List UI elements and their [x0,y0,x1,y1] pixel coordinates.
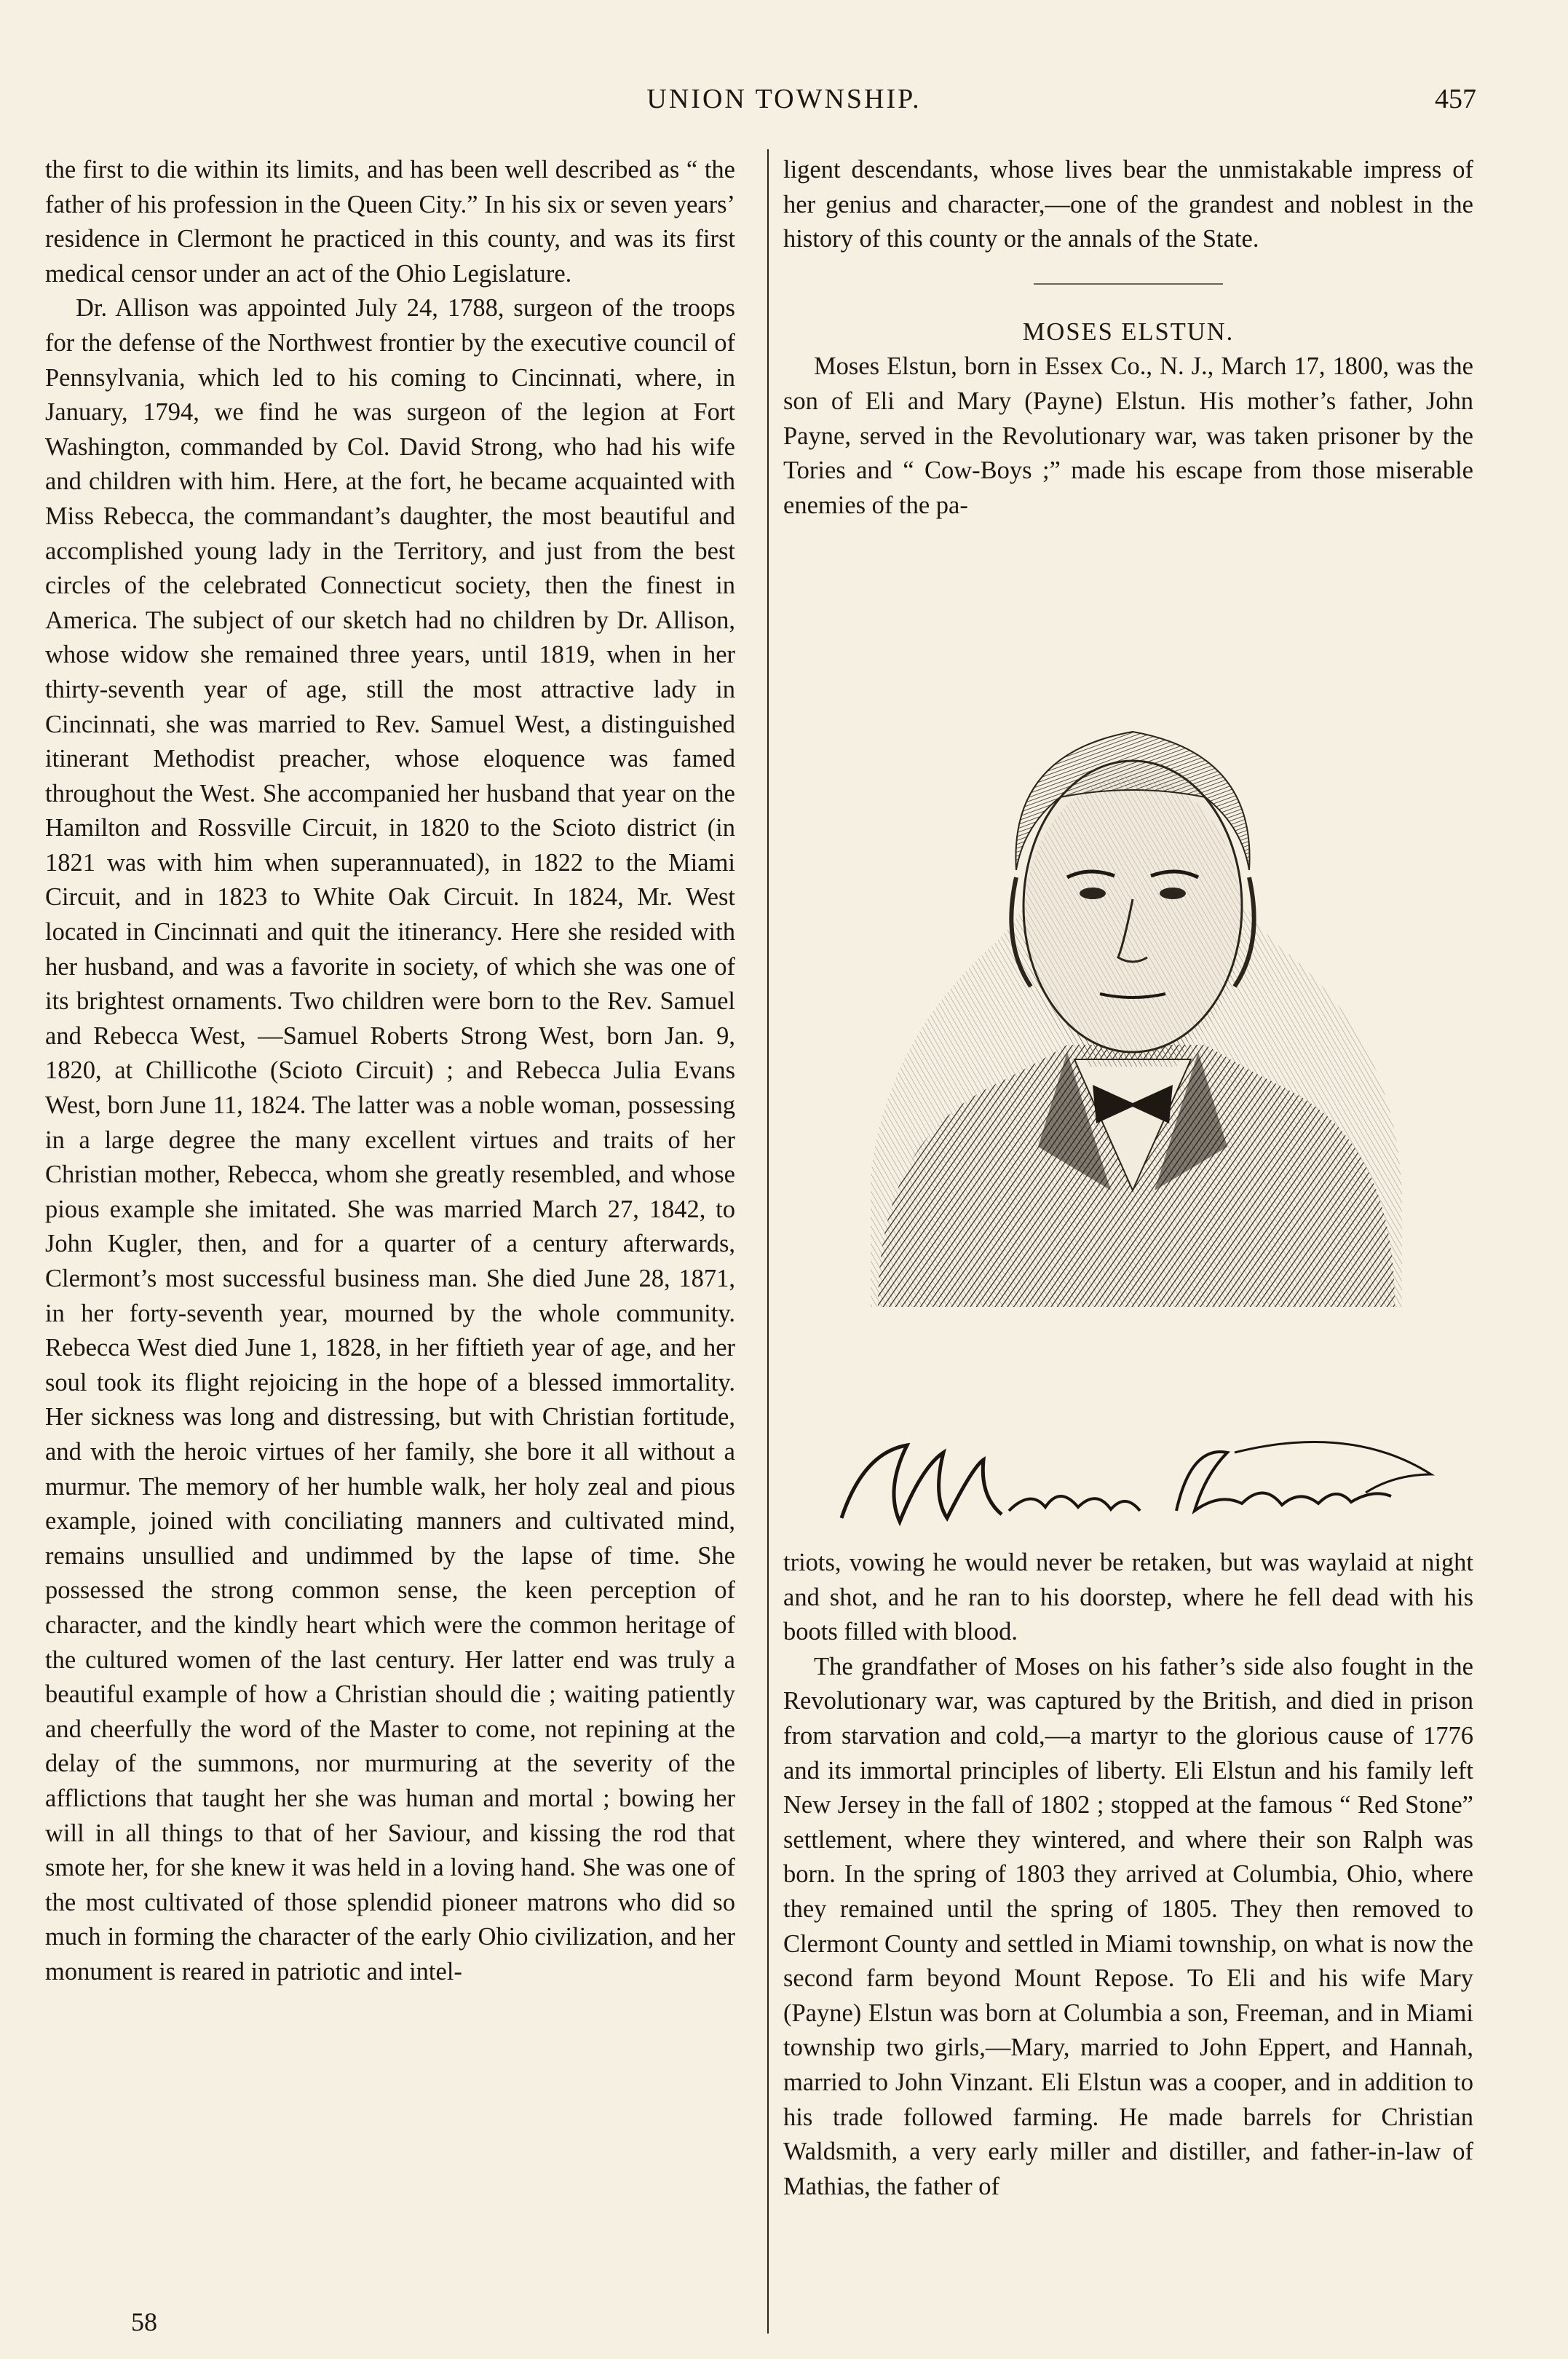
paragraph: the first to die within its limits, and has been well described as “ the father of his profession in the Queen City.” In his six or seven years’ residence in Clermont he practiced in this county, and was its first medical censor under an act of the Ohio Legislature. [45,156,735,288]
paragraph: Dr. Allison was appointed July 24, 1788, surgeon of the troops for the defense of the Northwest frontier by the executive council of Pennsylvania, which led to his coming to Cincinnati, where, in January, 1794, we find he was surgeon of the legion at Fort Washington, commanded by Col. David Strong, who had his wife and children with him. Here, at the fort, he became acquainted with Miss Rebecca, the commandant’s daughter, the most beautiful and accomplished young lady in the Territory, and just from the best circles of the celebrated Connecticut society, then the finest in America. The subject of our sketch had no children by Dr. Allison, whose widow she remained three years, until 1819, when in her thirty-seventh year of age, still the most attractive lady in Cincinnati, she was married to Rev. Samuel West, a distinguished itinerant Methodist preacher, whose eloquence was famed throughout the West. She accompanied her husband that year on the Hamilton and Rossville Circuit, in 1820 to the Scioto district (in 1821 was with him when superannuated), in 1822 to the Miami Circuit, and in 1823 to White Oak Circuit. In 1824, Mr. West located in Cincinnati and quit the itinerancy. Here she resided with her husband, and was a favorite in society, of which she was one of its brightest ornaments. Two children were born to the Rev. Samuel and Rebecca West, —Samuel Roberts Strong West, born Jan. 9, 1820, at Chillicothe (Scioto Circuit) ; and Rebecca Julia Evans West, born June 11, 1824. The latter was a noble woman, possessing in a large degree the many excellent virtues and traits of her Christian mother, Rebecca, whom she greatly resembled, and whose pious example she imitated. She was married March 27, 1842, to John Kugler, then, and for a quarter of a century afterwards, Clermont’s most successful business man. She died June 28, 1871, in her forty-seventh year, mourned by the whole community. Rebecca West died June 1, 1828, in her fiftieth year of age, and her soul took its flight rejoicing in the hope of a blessed immortality. Her sickness was long and distressing, but with Christian fortitude, and with the heroic virtues of her family, she bore it all without a murmur. The memory of her humble walk, her holy zeal and pious example, joined with conciliating manners and cultivated mind, remains unsullied and undimmed by the lapse of time. She possessed the strong common sense, the keen perception of character, and the kindly heart which were the common heritage of the cultured women of the last century. Her latter end was truly a beautiful example of how a Christian should die ; waiting patiently and cheerfully the word of the Master to come, not repining at the delay of the summons, nor murmuring at the severity of the afflictions that taught her she was human and mortal ; bowing her will in all things to that of her Saviour, and kissing the rod that smote her, for she knew it was held in a loving hand. She was one of the most cultivated of those splendid pioneer matrons who did so much in forming the character of the early Ohio civilization, and her monument is reared in patriotic and intel- [45,294,735,1985]
folio-number: 58 [131,2307,157,2336]
paragraph: The grandfather of Moses on his father’s side also fought in the Revolutionary war, was captured by the British, and died in prison from starvation and cold,—a martyr to the glorious cause of 1776 and its immortal principles of liberty. Eli Elstun and his family left New Jersey in the fall of 1802 ; stopped at the famous “ Red Stone” settlement, where they wintered, and where their son Ralph was born. In the spring of 1803 they arrived at Columbia, Ohio, where they remained until the spring of 1805. They then removed to Clermont County and settled in Miami township, on what is now the second farm beyond Mount Repose. To Eli and his wife Mary (Payne) Elstun was born at Columbia a son, Freeman, and in Miami township two girls,—Mary, married to John Eppert, and Hannah, married to John Vinzant. Eli Elstun was a cooper, and in addition to his trade followed farming. He made barrels for Christian Waldsmith, a very early miller and distiller, and father-in-law of Mathias, the father of [783,1652,1473,2200]
page-header [0,0,1568,131]
column-divider [767,149,769,2334]
signature-image [842,1442,1431,1522]
paragraph: Moses Elstun, born in Essex Co., N. J., March 17, 1800, was the son of Eli and Mary (Payne) Elstun. His mother’s father, John Payne, served in the Revolutionary war, was taken prisoner by the Tories and “ Cow-Boys ;” made his escape from those miserable enemies of the pa- [783,352,1473,519]
section-heading: MOSES ELSTUN. [1022,317,1235,346]
running-title: UNION TOWNSHIP. [646,84,922,114]
paragraph: ligent descendants, whose lives bear the unmistakable impress of her genius and character,—one of the grandest and noblest in the history of this county or the annals of the State. [783,156,1473,253]
paragraph: triots, vowing he would never be retaken, but was waylaid at night and shot, and he ran to his doorstep, where he fell dead with his boots filled with blood. [783,1549,1473,1646]
page-number: 457 [1435,84,1476,114]
left-column [45,153,735,1989]
section-divider [1034,283,1223,285]
right-column-top [783,153,1473,523]
right-column-bottom [783,1546,1473,2204]
portrait-engraving [798,637,1460,1605]
